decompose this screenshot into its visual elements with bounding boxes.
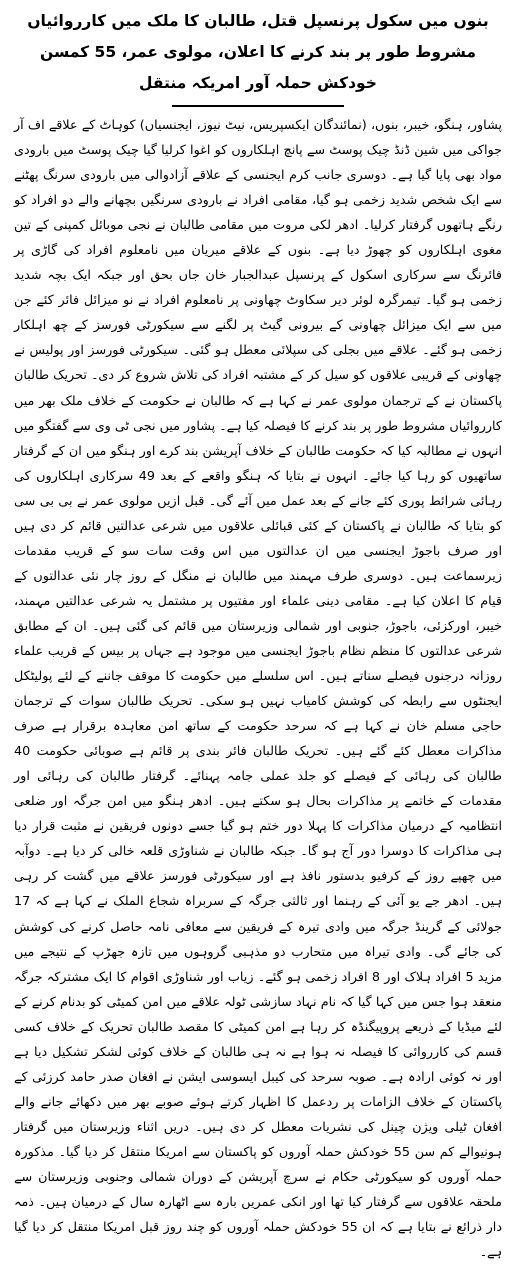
article-paragraph: پشاور، ہنگو، خیبر، بنوں، (نمائندگان ایکسپریس، نیٹ نیوز، ایجنسیاں) کوہاٹ کے علاقے اف آر جواکی میں شین ڈنڈ چیک پوسٹ سے پانچ اہلکاروں کو اغوا کرلیا گیا چیک پوسٹ میں بارودی مواد بھی پایا گیا ہے۔ دوسری جانب کرم ایجنسی کے علاقے آزادوالی میں بارودی سرنگ پھٹنے سے ایک شخص شدید زخمی ہو گیا، مقامی افراد نے بارودی سرنگیں بچھانے والے دو افراد کو رنگے ہاتھوں گرفتار کرلیا۔ ادھر لکی مروت میں مقامی طالبان نے نجی موبائل کمپنی کے تین مغوی اہلکاروں کو چھوڑ دیا ہے۔ بنوں کے علاقے میریان میں نامعلوم افراد کی گاڑی پر فائرنگ سے سرکاری اسکول کے پرنسپل عبدالجبار خان جاں بحق اور جبکہ ایک بچہ شدید زخمی ہو گیا۔ تیمرگرہ لوئر دیر سکاوٹ چھاونی پر نامعلوم افراد نے نو میزائل فائر کئے جن میں سے ایک میزائل چھاونی کے بیرونی گیٹ پر لگنے سے سیکورٹی فورسز کے چھ اہلکار زخمی ہو گئے۔ علاقے میں بجلی کی سپلائی معطل ہو گئی۔ سیکورٹی فورسز اور پولیس نے چھاونی کے قریبی علاقوں کو سیل کر کے مشتبہ افراد کی تلاش شروع کر دی۔ تحریک طالبان پاکستان نے کے ترجمان مولوی عمر نے کہا ہے کہ طالبان نے حکومت کے خلاف ملک بھر میں کارروائیاں مشروط طور پر بند کرنے کا فیصلہ کیا ہے۔ پشاور میں نجی ٹی وی سے گفتگو میں انہوں نے مطالبہ کیا کہ حکومت طالبان کے خلاف آپریشن بند کرے اور ہنگو میں ان کے گرفتار ساتھیوں کو رہا کیا جائے۔ انہوں نے بتایا کہ ہنگو واقعے کے بعد 49 سرکاری اہلکاروں کی رہائی شرائط پوری کئے جانے کے بعد عمل میں آئے گی۔ قبل ازیں مولوی عمر نے بی بی سی کو بتایا کہ طالبان نے پاکستان کے کئی قبائلی علاقوں میں شرعی عدالتیں قائم کر دی ہیں اور صرف باجوڑ ایجنسی میں ان عدالتوں میں اس وقت سات سو کے قریب مقدمات زیرسماعت ہیں۔ دوسری طرف مہمند میں طالبان نے منگل کے روز چار نئی عدالتوں کے قیام کا اعلان کیا ہے۔ مقامی دینی علماء اور مفتیوں پر مشتمل یہ شرعی عدالتیں مہمند، خیبر، اورکزئی، باجوڑ، جنوبی اور شمالی وزیرستان میں قائم کی گئی ہیں۔ ان کے مطابق شرعی عدالتوں کا منظم نظام باجوڑ ایجنسی میں موجود ہے جہاں پر بیس کے قریب علماء روزانہ درجنوں فیصلے سناتے ہیں۔ اس سلسلے میں حکومت کا موقف جاننے کے لئے پولیٹکل ایجنٹوں سے رابطہ کی کوشش کامیاب نہیں ہو سکی۔ تحریک طالبان سوات کے ترجمان حاجی مسلم خان نے کہا ہے کہ سرحد حکومت کے ساتھ امن معاہدہ برقرار ہے صرف مذاکرات معطل کئے گئے ہیں۔ تحریک طالبان فائر بندی پر قائم ہے صوبائی حکومت 40 طالبان کی رہائی کے فیصلے کو جلد عملی جامہ پہنائے۔ گرفتار طالبان کی رہائی اور مقدمات کے خاتمے پر مذاکرات بحال ہو سکتے ہیں۔ ادھر ہنگو میں امن جرگہ اور ضلعی انتظامیہ کے درمیان مذاکرات کا پہلا دور ختم ہو گیا جسے دونوں فریقین نے مثبت قرار دیا ہی مذاکرات کا دوسرا دور آج ہو گا۔ جبکہ طالبان نے شناوڑی قلعہ خالی کر دیا ہے۔ دوآبہ میں چھپے روز کے کرفیو بدستور نافذ ہے اور سیکورٹی فورسز علاقے میں گشت کر رہی ہیں۔ ادھر جے یو آئی کے رہنما اور ثالثی جرگہ کے سربراہ شجاع الملک نے کہا ہے کہ 17 جولائی کے گرینڈ جرگہ میں وادی تیرہ کے فریقین سے معافی نامہ حاصل کرنے کی کوشش کی جائے گی۔ وادی تیراہ میں متحارب دو مذہبی گروہوں میں تازہ جھڑپ کے نتیجے میں مزید 5 افراد ہلاک اور 8 افراد زخمی ہو گئے۔ زیاب اور شناوڑی اقوام کا ایک مشترکہ جرگہ منعقد ہوا جس میں کہا گیا کہ نام نہاد سازشی ٹولہ علاقے میں امن کمیٹی کو بدنام کرنے کے لئے میڈیا کے ذریعے پروپیگنڈہ کر رہا ہے امن کمیٹی کا مقصد طالبان تحریک کے خلاف کسی قسم کی کارروائی کا فیصلہ نہ ہوا ہے نہ ہی طالبان کے خلاف کوئی لشکر تشکیل دیا ہے اور نہ کوئی ارادہ ہے۔ صوبہ سرحد کی کیبل ایسوسی ایشن نے افغان صدر حامد کرزئی کے پاکستان کے خلاف الزامات پر ردعمل کا اظہار کرتے ہوئے صوبے بھر میں دکھائے جانے والے افغان ٹیلی ویژن چینل کی نشریات معطل کر دی ہیں۔ دریں اثناء وزیرستان میں گرفتار ہونیوالے کم سن 55 خودکش حملہ آوروں کو پاکستان سے امریکا منتقل کر دیا گیا۔ مذکورہ حملہ آوروں کو سیکورٹی حکام نے سرچ آپریشن کے دوران شمالی وجنوبی وزیرستان سے ملحقہ علاقوں سے گرفتار کیا تھا اور انکی عمریں بارہ سے اٹھارہ سال کے درمیان ہیں۔ ذمہ دار ذرائع نے بتایا ہے کہ ان 55 خودکش حملہ آوروں کو چند روز قبل امریکا منتقل کر دیا گیا ہے۔: [14, 118, 503, 1261]
article-body: [14, 113, 502, 1265]
headline-divider: [172, 105, 344, 107]
headline: بنوں میں سکول پرنسپل قتل، طالبان کا ملک میں کارروائیاں مشروط طور پر بند کرنے کا اعلان، مولوی عمر، 55 کمسن خودکش حملہ آور امریکہ منتقل: [27, 12, 489, 92]
